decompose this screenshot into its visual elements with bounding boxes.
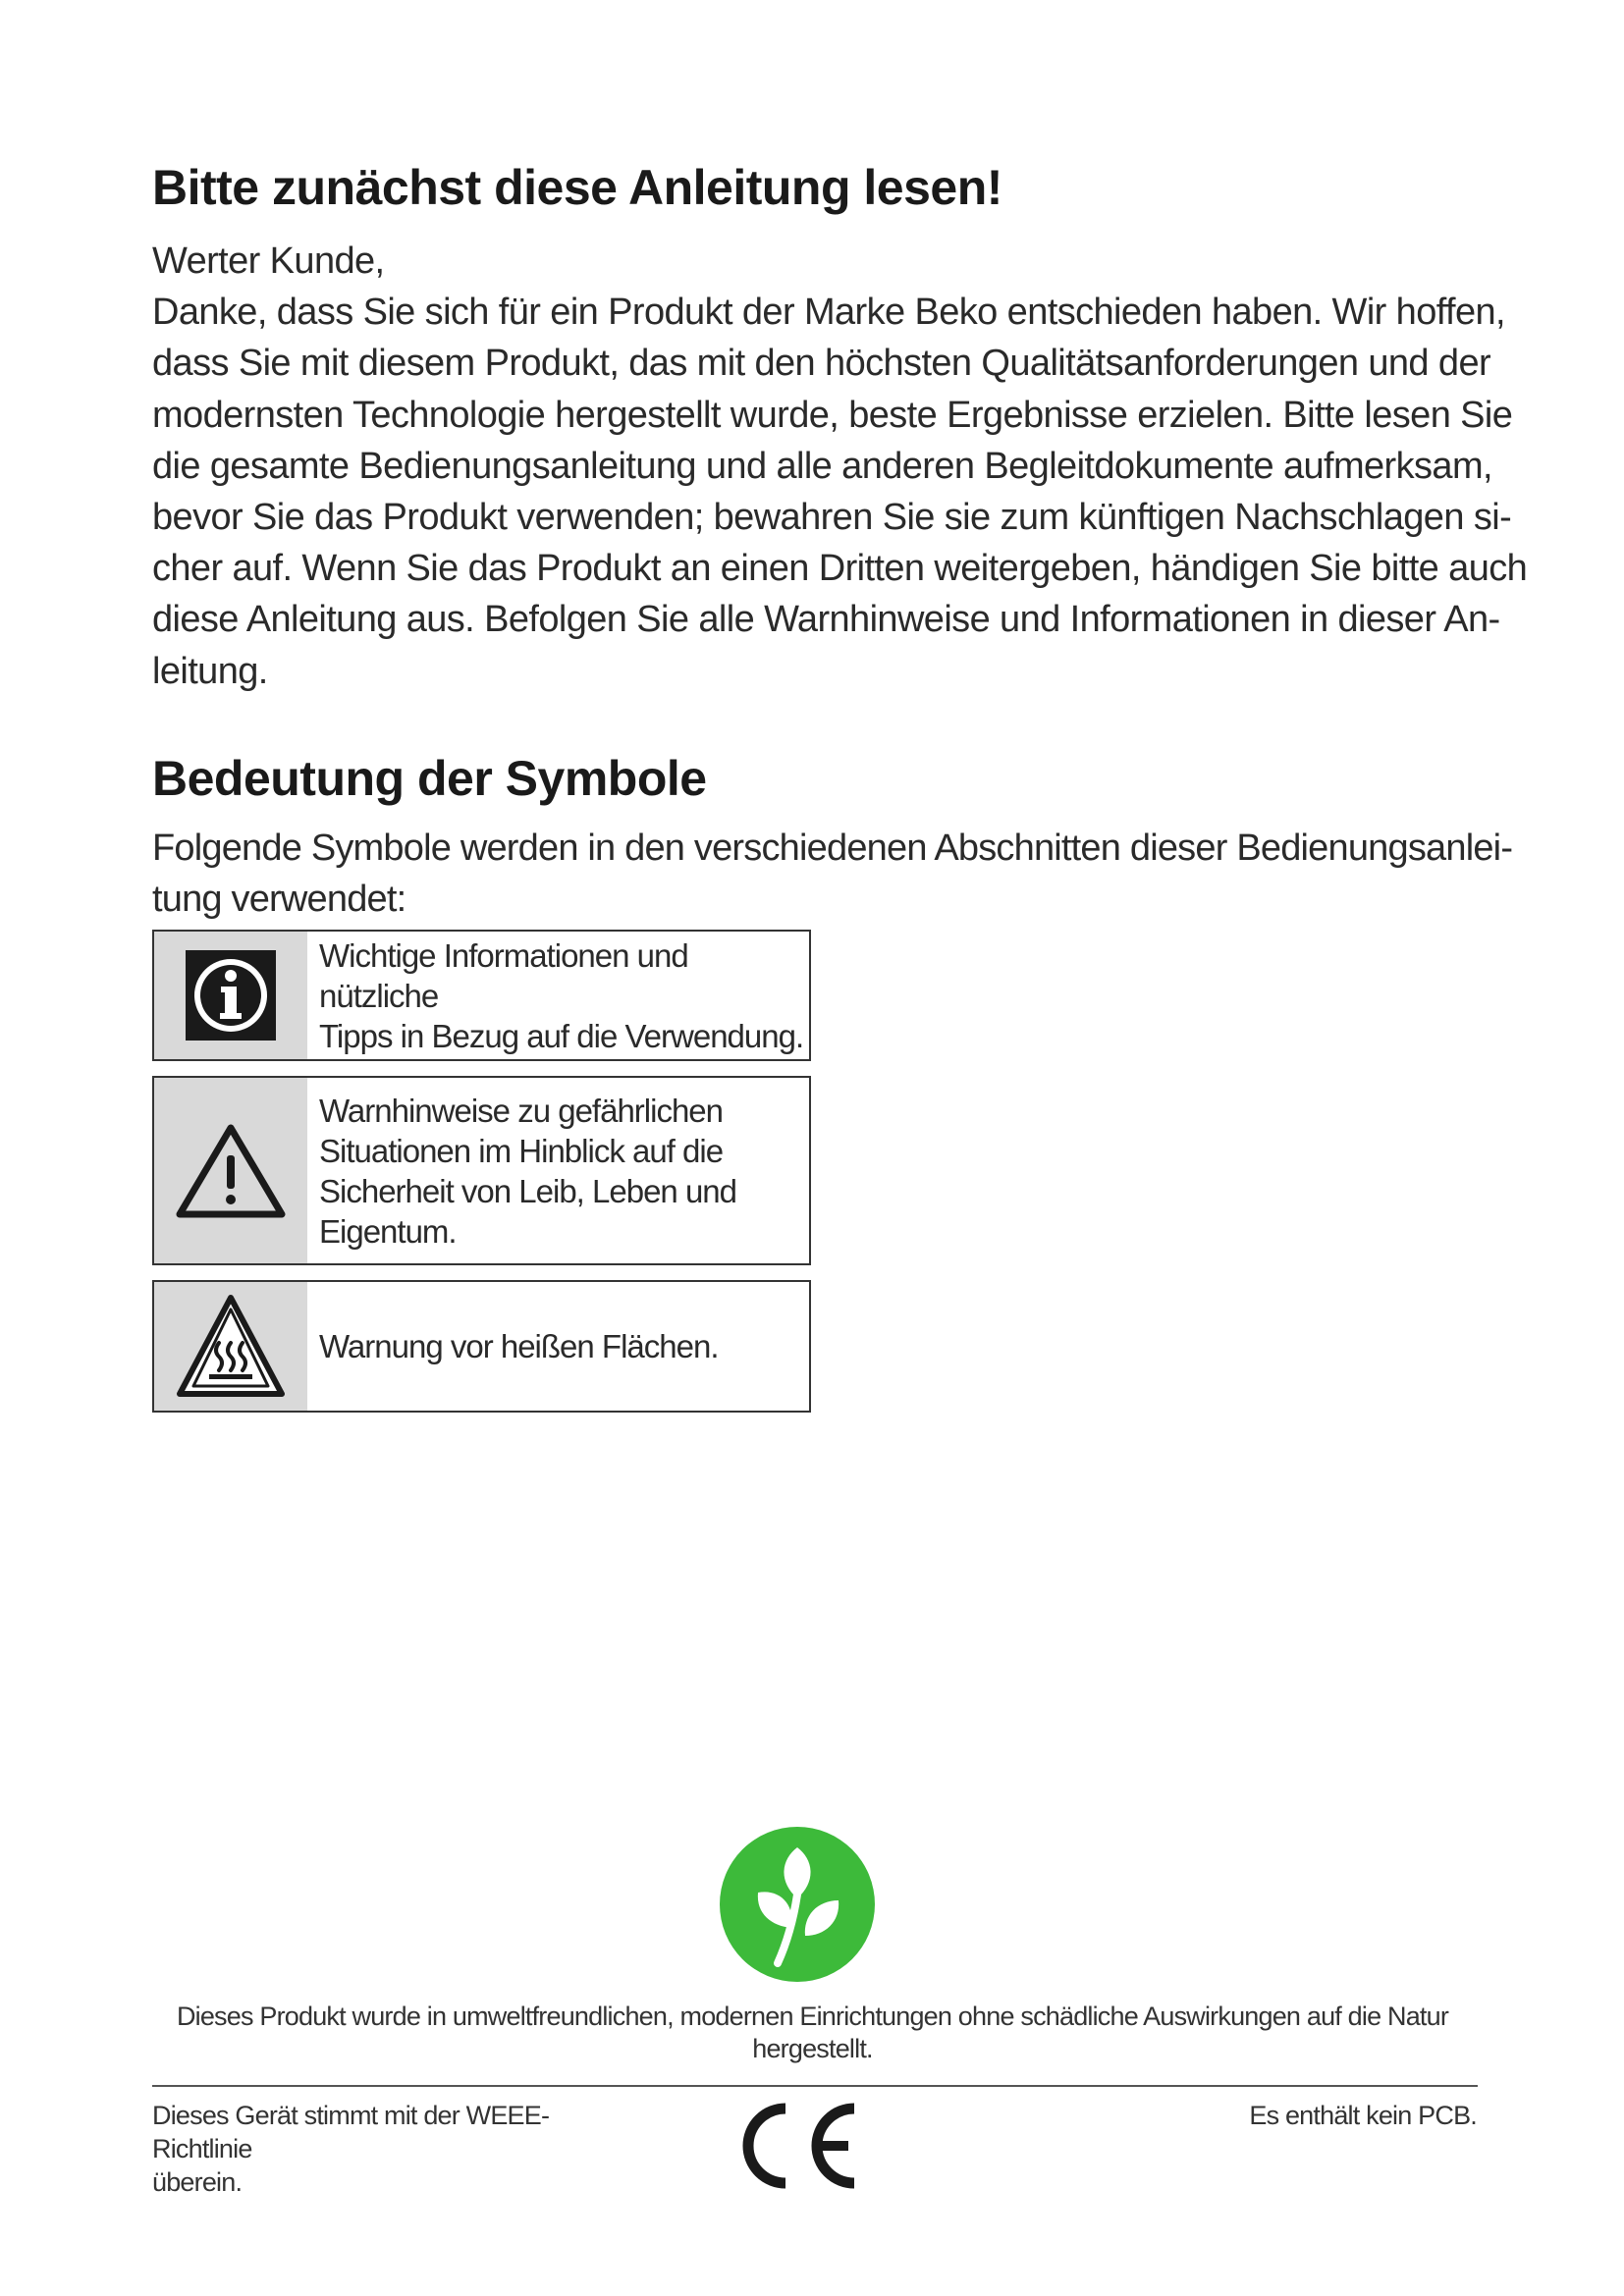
symbol-box-info [152, 930, 811, 1061]
weee-statement [152, 2099, 643, 2199]
section-title-symbols: Bedeutung der Symbole [152, 751, 707, 806]
eco-statement [152, 2001, 1473, 2065]
intro-line: bevor Sie das Produkt verwenden; bewahren Sie sie zum künftigen Nachschlagen si- [152, 497, 1512, 539]
symbol-text-line: Sicherheit von Leib, Leben und [319, 1172, 737, 1209]
info-icon [186, 950, 276, 1041]
symbol-box-hot-surface [152, 1280, 811, 1413]
intro-line: die gesamte Bedienungsanleitung und alle anderen Begleitdokumente aufmerksam, [152, 445, 1492, 487]
intro-line: cher auf. Wenn Sie das Produkt an einen Dritten weitergeben, händigen Sie bitte auch [152, 548, 1528, 590]
ce-mark [729, 2097, 866, 2195]
intro-line: Danke, dass Sie sich für ein Produkt der Marke Beko entschieden haben. Wir hoffen, [152, 292, 1505, 334]
warning-triangle-icon [174, 1122, 288, 1220]
pcb-statement: Es enthält kein PCB. [1249, 2101, 1477, 2130]
symbol-text-line: Eigentum. [319, 1212, 457, 1250]
symbols-intro [152, 823, 1513, 925]
symbol-box-warning [152, 1076, 811, 1265]
symbol-text-line: Warnung vor heißen Flächen. [319, 1328, 719, 1364]
symbol-icon-cell [154, 1282, 307, 1411]
ce-mark-icon [729, 2097, 866, 2195]
symbol-text-line: Warnhinweise zu gefährlichen [319, 1092, 724, 1129]
intro-line: Werter Kunde, [152, 240, 385, 282]
symbol-icon-cell [154, 932, 307, 1059]
symbols-intro-line: Folgende Symbole werden in den verschiedenen Abschnitten dieser Bedienungsanlei- [152, 828, 1513, 869]
symbol-text [307, 1282, 719, 1411]
intro-paragraph [152, 236, 1528, 697]
eco-statement-line: Dieses Produkt wurde in umweltfreundlichen, modernen Einrichtungen ohne schädliche Auswirkungen auf die Natur [176, 2002, 1449, 2031]
symbol-icon-cell [154, 1078, 307, 1263]
eco-logo [719, 1826, 876, 1983]
leaf-icon [719, 1826, 876, 1983]
intro-line: leitung. [152, 650, 268, 692]
weee-line: Dieses Gerät stimmt mit der WEEE-Richtlinie [152, 2101, 550, 2163]
intro-line: modernsten Technologie hergestellt wurde, beste Ergebnisse erzielen. Bitte lesen Sie [152, 394, 1513, 436]
intro-line: diese Anleitung aus. Befolgen Sie alle Warnhinweise und Informationen in dieser An- [152, 599, 1500, 641]
intro-line: dass Sie mit diesem Produkt, das mit den höchsten Qualitätsanforderungen und der [152, 343, 1491, 385]
page-title: Bitte zunächst diese Anleitung lesen! [152, 160, 1002, 215]
symbol-text [307, 1078, 736, 1263]
weee-line: überein. [152, 2167, 243, 2197]
hot-surface-icon [174, 1292, 288, 1402]
footer-divider [152, 2085, 1478, 2087]
symbol-text [307, 932, 809, 1059]
symbol-text-line: Situationen im Hinblick auf die [319, 1132, 724, 1169]
symbols-intro-line: tung verwendet: [152, 879, 406, 920]
symbol-text-line: Tipps in Bezug auf die Verwendung. [319, 1017, 804, 1054]
symbol-text-line: Wichtige Informationen und nützliche [319, 936, 688, 1014]
eco-statement-line: hergestellt. [752, 2034, 873, 2063]
